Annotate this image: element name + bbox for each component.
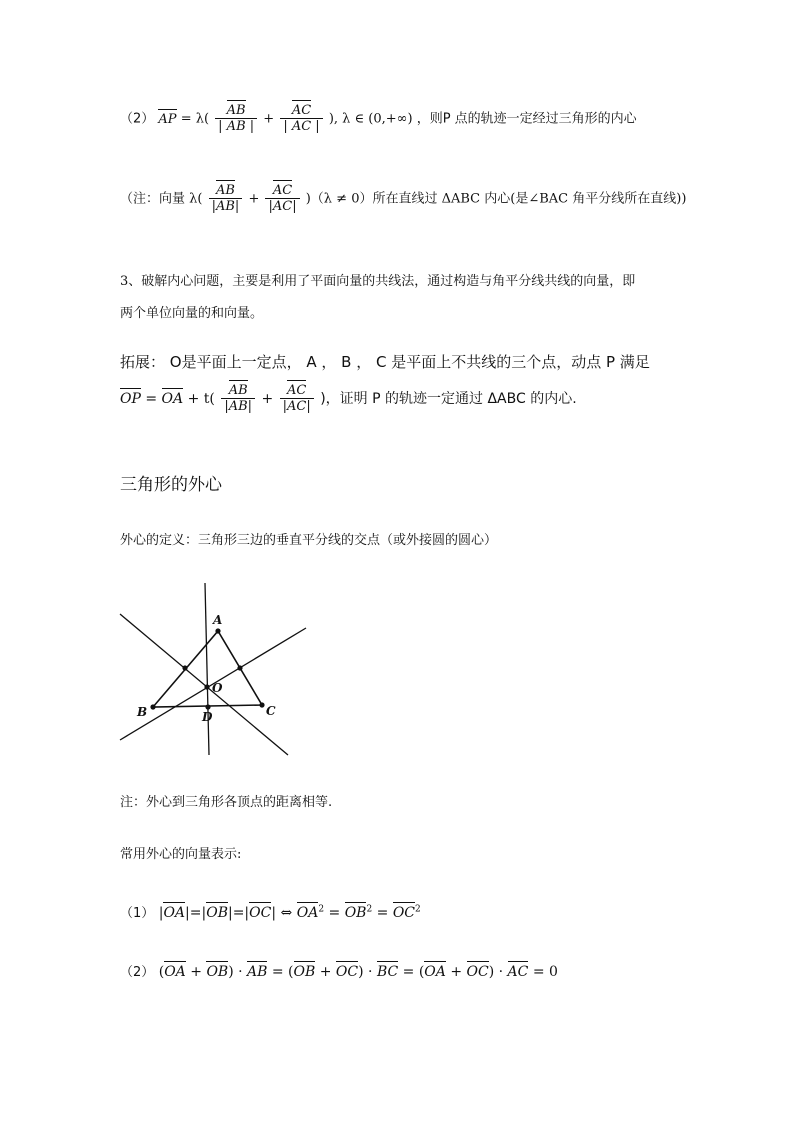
label-o: O — [212, 681, 223, 695]
vector-ab: AB — [247, 964, 268, 980]
midpoint-d-dot — [205, 704, 210, 709]
equals-sign: = — [140, 391, 162, 407]
vector-ab: AB — [215, 183, 235, 198]
vector-ac: AC — [287, 383, 307, 398]
dot-product: ) · — [358, 964, 377, 980]
norm-ab: |AB| — [209, 198, 243, 215]
norm-ac: |AC| — [280, 398, 314, 415]
equals-lambda: = λ( — [176, 111, 210, 127]
abs-bar: | — [158, 905, 164, 921]
plus-sign: + — [261, 391, 274, 407]
circumcenter-o-dot — [204, 684, 209, 689]
vector-bc: BC — [376, 964, 399, 980]
dot-product: ) · — [488, 964, 508, 980]
formula-2 — [120, 961, 558, 980]
vector-ob: OB — [206, 905, 228, 921]
vector-oc: OC — [466, 964, 489, 980]
vector-oc: OC — [392, 905, 416, 921]
norm-ac: | AC | — [280, 118, 322, 135]
plus-sign: + — [263, 111, 275, 127]
incenter-conclusion: ，则P 点的轨迹一定经过三角形的内心 — [416, 111, 637, 127]
bisector-line-ab — [120, 614, 288, 755]
vector-ac: AC — [507, 964, 529, 980]
abs-equals: |=| — [227, 905, 250, 921]
section-heading: 三角形的外心 — [120, 475, 222, 495]
vector-op: OP — [120, 391, 141, 407]
iff-symbol: ⇔ — [276, 905, 297, 921]
label-a: A — [213, 613, 223, 627]
formula-2-label: （2） — [120, 965, 155, 980]
vector-ob: OB — [206, 964, 229, 980]
extension-conclusion: )，证明 P 的轨迹一定通过 ΔABC 的内心. — [320, 391, 577, 407]
lambda-range: ), λ ∈ (0,+∞) — [328, 111, 413, 127]
vector-oa: OA — [424, 964, 446, 980]
vector-ab: AB — [226, 103, 246, 118]
square-exponent: 2 — [318, 904, 325, 915]
label-b: B — [137, 705, 148, 719]
norm-ab: | AB | — [215, 118, 257, 135]
vector-ap: AP — [158, 111, 177, 127]
equals-sign: = — [324, 905, 345, 921]
note-prefix: （注：向量 λ( — [120, 191, 203, 207]
vector-oa: OA — [164, 964, 186, 980]
midpoint-ab-dot — [182, 665, 187, 670]
label-c: C — [266, 704, 276, 718]
label-d: D — [202, 710, 213, 724]
midpoint-ac-dot — [237, 665, 242, 670]
plus-sign: + — [315, 964, 336, 980]
equals-sign: = ( — [398, 964, 425, 980]
square-exponent: 2 — [415, 904, 421, 915]
paragraph-3-line-2: 两个单位向量的和向量。 — [120, 306, 264, 321]
vertex-a-dot — [215, 628, 220, 633]
plus-sign: + — [185, 964, 207, 980]
vertex-b-dot — [150, 704, 155, 709]
norm-ac: |AC| — [265, 198, 299, 215]
dot-product: ) · — [228, 964, 248, 980]
bisector-line-bc — [205, 583, 209, 755]
paragraph-3-line-1: 3、破解内心问题，主要是利用了平面向量的共线法，通过构造与角平分线共线的向量，即 — [120, 274, 636, 289]
vector-ob: OB — [344, 905, 367, 921]
plus-sign: + — [445, 964, 467, 980]
vector-oa: OA — [296, 905, 319, 921]
circumcenter-note: 注：外心到三角形各顶点的距离相等. — [120, 795, 333, 810]
norm-ab: |AB| — [221, 398, 255, 415]
circumcenter-definition: 外心的定义：三角形三边的垂直平分线的交点（或外接圆的圆心） — [120, 533, 498, 548]
vector-oc: OC — [335, 964, 359, 980]
vector-ac: AC — [291, 103, 312, 118]
extension-line-1: 拓展： O是平面上一定点， A ， B ， C 是平面上不共线的三个点，动点 P 满足 — [120, 353, 650, 371]
vertex-c-dot — [259, 702, 264, 707]
vector-oa: OA — [161, 391, 184, 407]
item-label: （2） — [120, 111, 155, 127]
vector-ac: AC — [272, 183, 293, 198]
vector-ob: OB — [293, 964, 316, 980]
vector-oc: OC — [249, 905, 272, 921]
formula-1-label: （1） — [120, 906, 155, 921]
equals-zero: = 0 — [528, 964, 558, 980]
plus-t: + t( — [183, 391, 215, 407]
formula-1 — [120, 902, 421, 921]
vector-oa: OA — [163, 905, 186, 921]
abs-equals: |=| — [185, 905, 207, 921]
paren: ( — [158, 964, 165, 980]
plus-sign: + — [248, 191, 260, 207]
square-exponent: 2 — [366, 904, 373, 915]
abs-bar: | — [271, 905, 277, 921]
common-representations-heading: 常用外心的向量表示: — [120, 847, 242, 862]
vector-ab: AB — [228, 383, 248, 398]
equals-sign: = ( — [267, 964, 294, 980]
note-tail: )（λ ≠ 0）所在直线过 ΔABC 内心(是∠BAC 角平分线所在直线)) — [305, 191, 687, 207]
equals-sign: = — [372, 905, 393, 921]
